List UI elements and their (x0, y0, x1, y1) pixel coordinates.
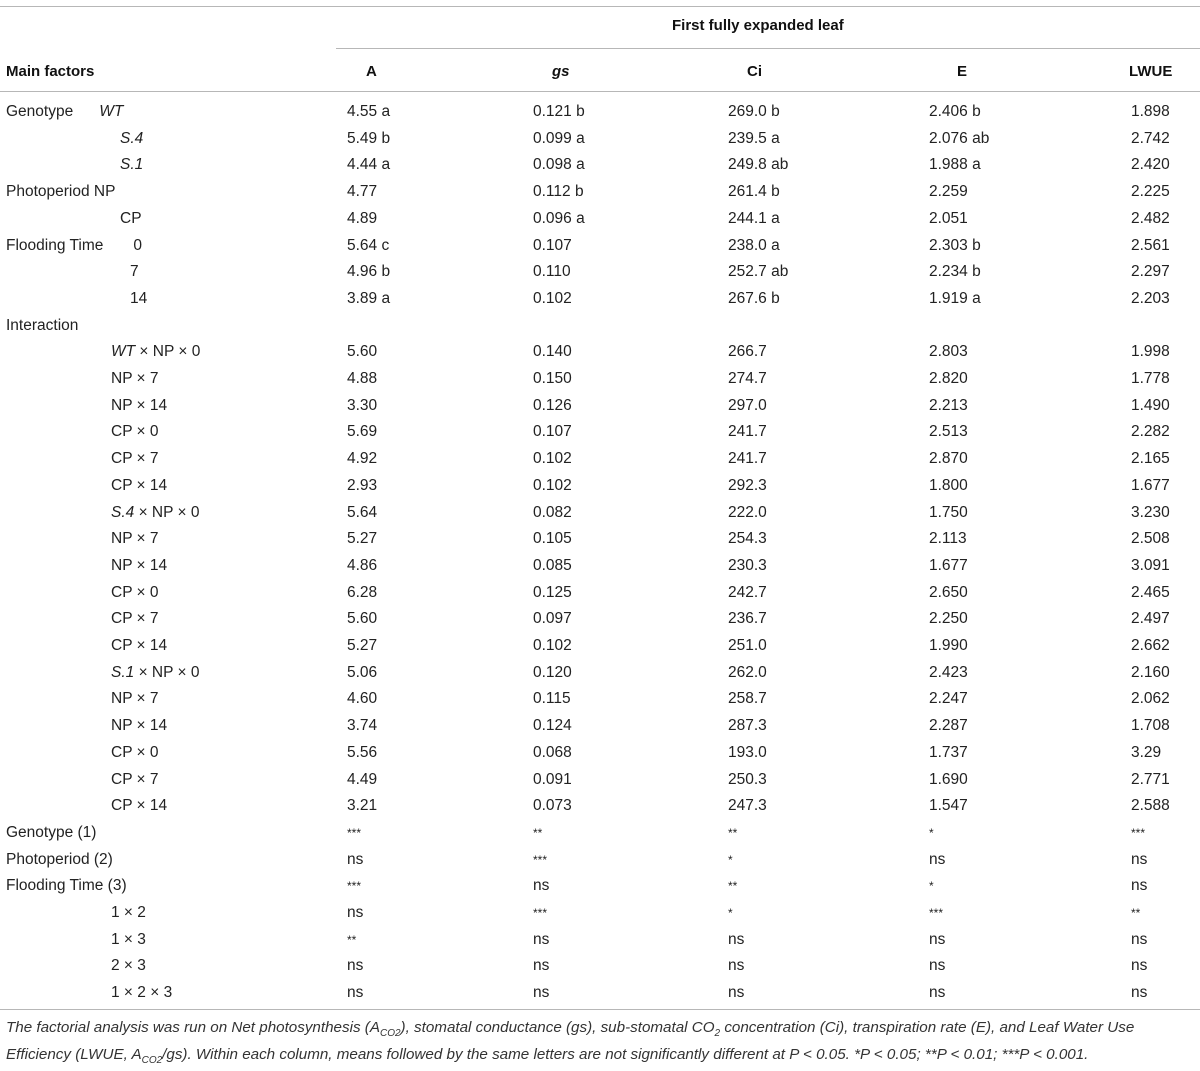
cell-ci: 287.3 (728, 717, 767, 735)
footnote-part2: ), stomatal conductance (gs), sub-stomatal CO (400, 1019, 715, 1036)
table-row (0, 126, 1200, 152)
cell-e: 2.423 (929, 663, 968, 681)
cell-e: 2.287 (929, 717, 968, 735)
table-row (0, 900, 1200, 926)
row-label (111, 980, 172, 1006)
row-label (111, 553, 167, 579)
row-label-pre: 1 × 2 (111, 904, 146, 921)
row-label (120, 206, 142, 232)
cell-a: 5.60 (347, 343, 378, 361)
table-row (0, 606, 1200, 632)
row-label (130, 286, 147, 312)
col-header-factor: Main factors (6, 63, 95, 80)
cell-gs: 0.125 (533, 583, 572, 601)
cell-e: 1.990 (929, 637, 968, 654)
cell-a: 5.49 b (347, 129, 391, 147)
cell-gs: 0.073 (533, 797, 572, 815)
row-label-it: S.1 (120, 156, 144, 174)
col-header-ci: Ci (747, 63, 762, 80)
table-row (0, 446, 1200, 472)
row-label (6, 847, 113, 873)
cell-e: 2.406 b (929, 103, 981, 120)
cell-ci: 230.3 (728, 556, 767, 574)
table-row (0, 313, 1200, 339)
cell-a: 5.56 (347, 743, 378, 761)
cell-gs: 0.121 b (533, 103, 585, 120)
table-row (0, 99, 1200, 125)
row-label (111, 767, 159, 793)
row-label-pre: Genotype (1) (6, 823, 97, 841)
cell-gs: 0.110 (533, 263, 571, 281)
cell-e: 1.988 a (929, 156, 981, 174)
cell-ci: 241.7 (728, 423, 767, 441)
cell-ci: 250.3 (728, 770, 767, 788)
cell-e: 2.803 (929, 343, 968, 361)
cell-lwue: 2.465 (1131, 583, 1170, 601)
cell-lwue: ns (1131, 930, 1148, 948)
cell-lwue: 3.29 (1131, 743, 1162, 761)
cell-a: 3.74 (347, 717, 378, 735)
bottom-rule (0, 1009, 1200, 1010)
cell-a: 5.27 (347, 637, 378, 654)
cell-gs: 0.120 (533, 663, 572, 681)
row-label-post: × NP × 0 (134, 503, 200, 521)
row-label (6, 99, 123, 125)
cell-e: 2.513 (929, 423, 968, 441)
cell-lwue: ** (1131, 906, 1141, 920)
cell-ci: 274.7 (728, 370, 767, 387)
cell-a: 4.86 (347, 556, 378, 574)
cell-e: 1.800 (929, 476, 968, 494)
cell-e: ns (929, 957, 946, 975)
row-label-pre: CP × 0 (111, 423, 159, 441)
cell-lwue: ns (1131, 877, 1148, 895)
cell-e: 2.076 ab (929, 129, 990, 147)
cell-ci: 252.7 ab (728, 263, 789, 281)
cell-e: 2.650 (929, 583, 968, 601)
row-label (111, 793, 167, 819)
row-label-pre: Genotype (6, 103, 74, 120)
cell-ci: 258.7 (728, 690, 767, 708)
cell-gs: 0.102 (533, 450, 572, 468)
cell-e: 2.051 (929, 209, 968, 227)
table-row (0, 500, 1200, 526)
cell-gs: 0.099 a (533, 129, 585, 147)
cell-ci: 269.0 b (728, 103, 780, 120)
cell-a: 4.88 (347, 370, 378, 387)
cell-a: ns (347, 904, 364, 921)
cell-ci: 266.7 (728, 343, 767, 361)
cell-ci: 249.8 ab (728, 156, 789, 174)
cell-ci: 261.4 b (728, 183, 780, 201)
table-row (0, 206, 1200, 232)
cell-e: 1.547 (929, 797, 968, 815)
col-header-lwue: LWUE (1129, 63, 1173, 80)
row-label (111, 660, 199, 686)
table-row (0, 286, 1200, 312)
cell-lwue: 1.708 (1131, 717, 1170, 735)
table-row (0, 553, 1200, 579)
row-label (111, 900, 146, 926)
row-label-pre: 1 × 3 (111, 930, 146, 948)
cell-a: 5.64 (347, 503, 378, 521)
cell-e: 2.234 b (929, 263, 981, 281)
table-row (0, 953, 1200, 979)
cell-gs: 0.091 (533, 770, 572, 788)
cell-lwue: 2.588 (1131, 797, 1170, 815)
cell-ci: 254.3 (728, 530, 767, 548)
cell-lwue: 2.165 (1131, 450, 1170, 468)
cell-gs: 0.107 (533, 236, 572, 254)
cell-lwue: ns (1131, 957, 1148, 975)
row-label (120, 152, 143, 178)
row-label (111, 419, 159, 445)
row-label-pre: CP × 7 (111, 610, 159, 628)
cell-e: 2.213 (929, 396, 968, 414)
row-label (6, 179, 115, 205)
row-label-it: S.4 (120, 129, 144, 147)
cell-gs: 0.140 (533, 343, 572, 361)
cell-lwue: 2.420 (1131, 156, 1170, 174)
row-label (6, 873, 127, 899)
row-label-pre: NP × 7 (111, 690, 159, 708)
cell-a: 4.92 (347, 450, 378, 468)
table-row (0, 713, 1200, 739)
cell-a: 4.49 (347, 770, 378, 788)
cell-ci: ns (728, 930, 745, 948)
table-row (0, 980, 1200, 1006)
row-label (130, 259, 139, 285)
cell-lwue: 2.497 (1131, 610, 1170, 628)
cell-gs: 0.098 a (533, 156, 585, 174)
cell-e: 2.250 (929, 610, 968, 628)
cell-a: 5.27 (347, 530, 378, 548)
cell-gs: 0.107 (533, 423, 572, 441)
row-label-pre: 2 × 3 (111, 957, 146, 975)
cell-a: 4.44 a (347, 156, 391, 174)
cell-e: 1.690 (929, 770, 968, 788)
row-label-pre: NP × 7 (111, 370, 159, 387)
cell-ci: * (728, 852, 733, 867)
table-row (0, 339, 1200, 365)
cell-a: 3.89 a (347, 289, 391, 307)
row-label-pre: 1 × 2 × 3 (111, 984, 173, 1002)
cell-gs: 0.105 (533, 530, 572, 548)
cell-a: 3.21 (347, 797, 378, 815)
row-label-it: S.4 (111, 503, 135, 521)
group-header: First fully expanded leaf (672, 17, 844, 34)
cell-a: 4.77 (347, 183, 378, 201)
cell-a: 4.60 (347, 690, 378, 708)
row-label (111, 927, 146, 953)
row-label (111, 740, 159, 766)
table-row (0, 633, 1200, 659)
cell-gs: 0.102 (533, 289, 572, 307)
cell-a: ns (347, 984, 364, 1002)
row-label (111, 580, 159, 606)
row-label-pre: CP × 14 (111, 637, 168, 654)
row-label (6, 313, 78, 339)
cell-a: 4.96 b (347, 263, 391, 281)
top-rule (0, 6, 1200, 7)
cell-a: ns (347, 957, 364, 975)
footnote-sub3: CO2 (141, 1055, 163, 1067)
row-label-pre: Interaction (6, 316, 79, 334)
table-row (0, 233, 1200, 259)
row-label (6, 820, 96, 846)
cell-gs: 0.085 (533, 556, 572, 574)
row-label (111, 393, 167, 419)
cell-ci: 222.0 (728, 503, 767, 521)
row-label-pre: CP × 14 (111, 476, 168, 494)
table-row (0, 767, 1200, 793)
cell-gs: 0.096 a (533, 209, 585, 227)
table-row (0, 873, 1200, 899)
cell-a: 5.06 (347, 663, 378, 681)
table-row (0, 793, 1200, 819)
cell-ci: ** (728, 825, 738, 840)
cell-ci: 242.7 (728, 583, 767, 601)
cell-e: 1.677 (929, 556, 968, 574)
cell-ci: ns (728, 957, 745, 975)
row-label-pre: NP × 14 (111, 396, 168, 414)
cell-a: ns (347, 850, 364, 868)
cell-lwue: 2.742 (1131, 129, 1170, 147)
cell-gs: 0.068 (533, 743, 572, 761)
row-label-post: × NP × 0 (134, 663, 200, 681)
cell-gs: ns (533, 957, 550, 975)
row-label-pre: CP × 0 (111, 583, 159, 601)
row-label-it: S.1 (111, 663, 135, 681)
cell-lwue: 2.297 (1131, 263, 1170, 281)
cell-e: 2.870 (929, 450, 968, 468)
cell-lwue: 1.490 (1131, 396, 1170, 414)
table-row (0, 393, 1200, 419)
table-row (0, 820, 1200, 846)
table-row (0, 366, 1200, 392)
row-label-pre: Photoperiod NP (6, 183, 116, 201)
cell-a: 2.93 (347, 476, 378, 494)
cell-gs: 0.097 (533, 610, 572, 628)
cell-a: ** (347, 932, 357, 947)
cell-gs: *** (533, 906, 548, 920)
cell-ci: 267.6 b (728, 289, 780, 307)
footnote-part1: The factorial analysis was run on Net photosynthesis (A (6, 1019, 380, 1036)
row-label-pre: 14 (130, 289, 148, 307)
row-label-post: 0 (133, 236, 142, 254)
table-row (0, 152, 1200, 178)
cell-e: ns (929, 850, 946, 868)
cell-ci: 244.1 a (728, 209, 780, 227)
row-label (111, 339, 200, 365)
cell-lwue: ns (1131, 850, 1148, 868)
cell-lwue: 3.230 (1131, 503, 1170, 521)
cell-lwue: 2.225 (1131, 183, 1170, 201)
row-label (111, 953, 146, 979)
cell-gs: *** (533, 852, 548, 867)
table-row (0, 259, 1200, 285)
row-label-pre: Flooding Time (6, 236, 104, 254)
cell-e: * (929, 825, 934, 840)
cell-lwue: 2.771 (1131, 770, 1170, 788)
cell-gs: ns (533, 930, 550, 948)
cell-a: 4.89 (347, 209, 378, 227)
footnote-part3: concentration (Ci), transpiration rate (E), and Leaf Water Use Efficiency (LWUE, A (6, 1019, 1135, 1064)
cell-a: 5.69 (347, 423, 378, 441)
cell-a: *** (347, 879, 362, 894)
row-label (111, 606, 159, 632)
cell-gs: 0.112 b (533, 183, 584, 201)
row-label (111, 500, 199, 526)
table-row (0, 179, 1200, 205)
cell-lwue: ns (1131, 984, 1148, 1002)
cell-lwue: 2.160 (1131, 663, 1170, 681)
cell-ci: 236.7 (728, 610, 767, 628)
cell-gs: ns (533, 984, 550, 1002)
row-label (111, 366, 159, 392)
cell-lwue: 2.482 (1131, 209, 1170, 227)
cell-ci: ns (728, 984, 745, 1002)
cell-ci: 247.3 (728, 797, 767, 815)
cell-lwue: *** (1131, 825, 1146, 840)
row-label-post: × NP × 0 (135, 343, 201, 361)
cell-e: 2.303 b (929, 236, 981, 254)
cell-gs: ns (533, 877, 550, 895)
row-label (6, 233, 142, 259)
row-label (120, 126, 143, 152)
cell-ci: 238.0 a (728, 236, 780, 254)
cell-lwue: 2.508 (1131, 530, 1170, 548)
cell-ci: 241.7 (728, 450, 767, 468)
row-label (111, 633, 167, 659)
cell-e: 2.113 (929, 530, 967, 548)
cell-e: 1.750 (929, 503, 968, 521)
cell-a: 5.60 (347, 610, 378, 628)
cell-lwue: 2.282 (1131, 423, 1170, 441)
footnote-sub2: 2 (714, 1028, 721, 1040)
row-label-pre: NP × 14 (111, 556, 168, 574)
row-label-pre: CP × 14 (111, 797, 168, 815)
col-header-a: A (366, 63, 377, 80)
header-rule (0, 91, 1200, 92)
table-row (0, 419, 1200, 445)
table-row (0, 740, 1200, 766)
cell-lwue: 1.677 (1131, 476, 1170, 494)
cell-e: * (929, 879, 934, 894)
cell-a: 6.28 (347, 583, 378, 601)
row-label-pre: CP × 0 (111, 743, 159, 761)
cell-ci: 193.0 (728, 743, 767, 761)
cell-ci: * (728, 906, 733, 920)
row-label-it: WT (99, 103, 124, 120)
row-label (111, 686, 159, 712)
cell-gs: 0.102 (533, 476, 572, 494)
cell-a: *** (347, 825, 362, 840)
cell-e: 2.247 (929, 690, 968, 708)
table-row (0, 526, 1200, 552)
table-row (0, 686, 1200, 712)
row-label-pre: 7 (130, 263, 139, 281)
row-label-pre: CP × 7 (111, 450, 159, 468)
cell-e: 2.259 (929, 183, 968, 201)
row-label-pre: NP × 7 (111, 530, 159, 548)
cell-lwue: 3.091 (1131, 556, 1170, 574)
row-label-pre: CP × 7 (111, 770, 159, 788)
cell-lwue: 1.778 (1131, 370, 1170, 387)
row-label-pre: NP × 14 (111, 717, 168, 735)
cell-lwue: 1.998 (1131, 343, 1170, 361)
group-underline (336, 48, 1200, 49)
cell-gs: 0.115 (533, 690, 571, 708)
cell-ci: 239.5 a (728, 129, 780, 147)
cell-ci: 292.3 (728, 476, 767, 494)
table-row (0, 473, 1200, 499)
row-label (111, 473, 167, 499)
cell-gs: 0.082 (533, 503, 572, 521)
cell-ci: 251.0 (728, 637, 767, 654)
row-label-it: WT (111, 343, 136, 361)
cell-lwue: 2.662 (1131, 637, 1170, 654)
table-row (0, 927, 1200, 953)
cell-a: 5.64 c (347, 236, 390, 254)
col-header-gs: gs (552, 63, 570, 80)
cell-e: ns (929, 984, 946, 1002)
cell-lwue: 1.898 (1131, 103, 1170, 120)
row-label-pre: Photoperiod (2) (6, 850, 113, 868)
cell-e: *** (929, 906, 944, 920)
table-row (0, 660, 1200, 686)
cell-ci: 262.0 (728, 663, 767, 681)
table-row (0, 847, 1200, 873)
cell-lwue: 2.062 (1131, 690, 1170, 708)
cell-a: 3.30 (347, 396, 378, 414)
cell-gs: 0.150 (533, 370, 572, 387)
cell-ci: 297.0 (728, 396, 767, 414)
cell-gs: 0.124 (533, 717, 572, 735)
row-label-pre: Flooding Time (3) (6, 877, 127, 895)
footnote-part4: /gs). Within each column, means followed by the same letters are not significantly different at P < 0.05. *P < 0.05; **P < 0.01; ***P < 0.001. (162, 1046, 1089, 1064)
row-label-pre: CP (120, 209, 142, 227)
cell-e: 1.737 (929, 743, 968, 761)
cell-e: 1.919 a (929, 289, 981, 307)
table-footnote (6, 1017, 1192, 1071)
cell-lwue: 2.203 (1131, 289, 1170, 307)
cell-e: 2.820 (929, 370, 968, 387)
cell-ci: ** (728, 879, 738, 894)
cell-a: 4.55 a (347, 103, 391, 120)
cell-gs: ** (533, 825, 543, 840)
row-label (111, 526, 159, 552)
table-row (0, 580, 1200, 606)
row-label (111, 713, 167, 739)
cell-gs: 0.102 (533, 637, 572, 654)
cell-lwue: 2.561 (1131, 236, 1170, 254)
row-label (111, 446, 159, 472)
col-header-e: E (957, 63, 968, 80)
cell-gs: 0.126 (533, 396, 572, 414)
cell-e: ns (929, 930, 946, 948)
footnote-sub1: CO2 (379, 1028, 401, 1040)
